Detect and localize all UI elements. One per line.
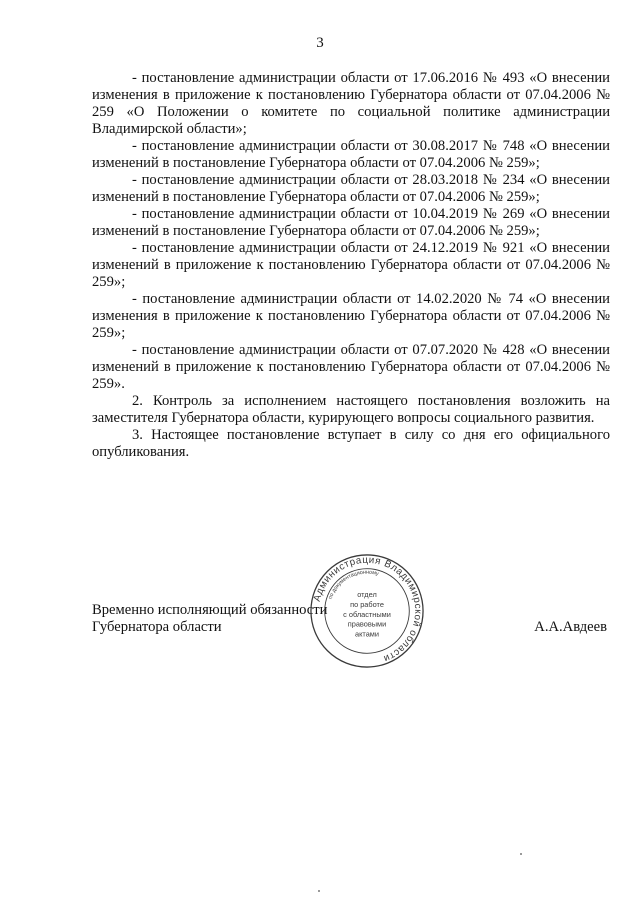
page-number: 3 [316,35,324,51]
seal-center-line: отдел [357,590,377,600]
seal-inner-arc-text: по документационному [327,569,380,601]
seal-outer-text: Администрация Владимирской области [311,554,424,665]
list-item: - постановление администрации области от 14.02.2020 № 74 «О внесении изменения в приложение к постановлению Губернатора области от 07.04.2006 № 259»; [92,291,610,341]
signer-name: А.А.Авдеев [534,619,607,635]
seal-center-line: с областными [343,609,391,619]
clause-3: 3. Настоящее постановление вступает в силу со дня его официального опубликования. [92,427,610,460]
seal-center-line: актами [355,629,379,639]
signer-title-line1: Временно исполняющий обязанности [92,602,328,618]
list-item: - постановление администрации области от 30.08.2017 № 748 «О внесении изменений в постановление Губернатора области от 07.04.2006 № 259»; [92,138,610,171]
official-seal [308,552,426,670]
list-item: - постановление администрации области от 17.06.2016 № 493 «О внесении изменения в приложение к постановлению Губернатора области от 07.04.2006 № 259 «О Положении о комитете по социальной политике администрации Владимирской области»; [92,70,610,137]
list-item: - постановление администрации области от 28.03.2018 № 234 «О внесении изменений в постановление Губернатора области от 07.04.2006 № 259»; [92,172,610,205]
signer-title-line2: Губернатора области [92,619,222,635]
clause-2: 2. Контроль за исполнением настоящего постановления возложить на заместителя Губернатора области, курирующего вопросы социального развития. [92,393,610,426]
list-item: - постановление администрации области от 10.04.2019 № 269 «О внесении изменений в постановление Губернатора области от 07.04.2006 № 259»; [92,206,610,239]
seal-center-line: правовыми [347,619,387,629]
list-item: - постановление администрации области от 07.07.2020 № 428 «О внесении изменений в приложение к постановлению Губернатора области от 07.04.2006 № 259». [92,342,610,392]
seal-center-line: по работе [350,600,384,610]
list-item: - постановление администрации области от 24.12.2019 № 921 «О внесении изменений в приложение к постановлению Губернатора области от 07.04.2006 № 259»; [92,240,610,290]
document-body [92,70,610,461]
